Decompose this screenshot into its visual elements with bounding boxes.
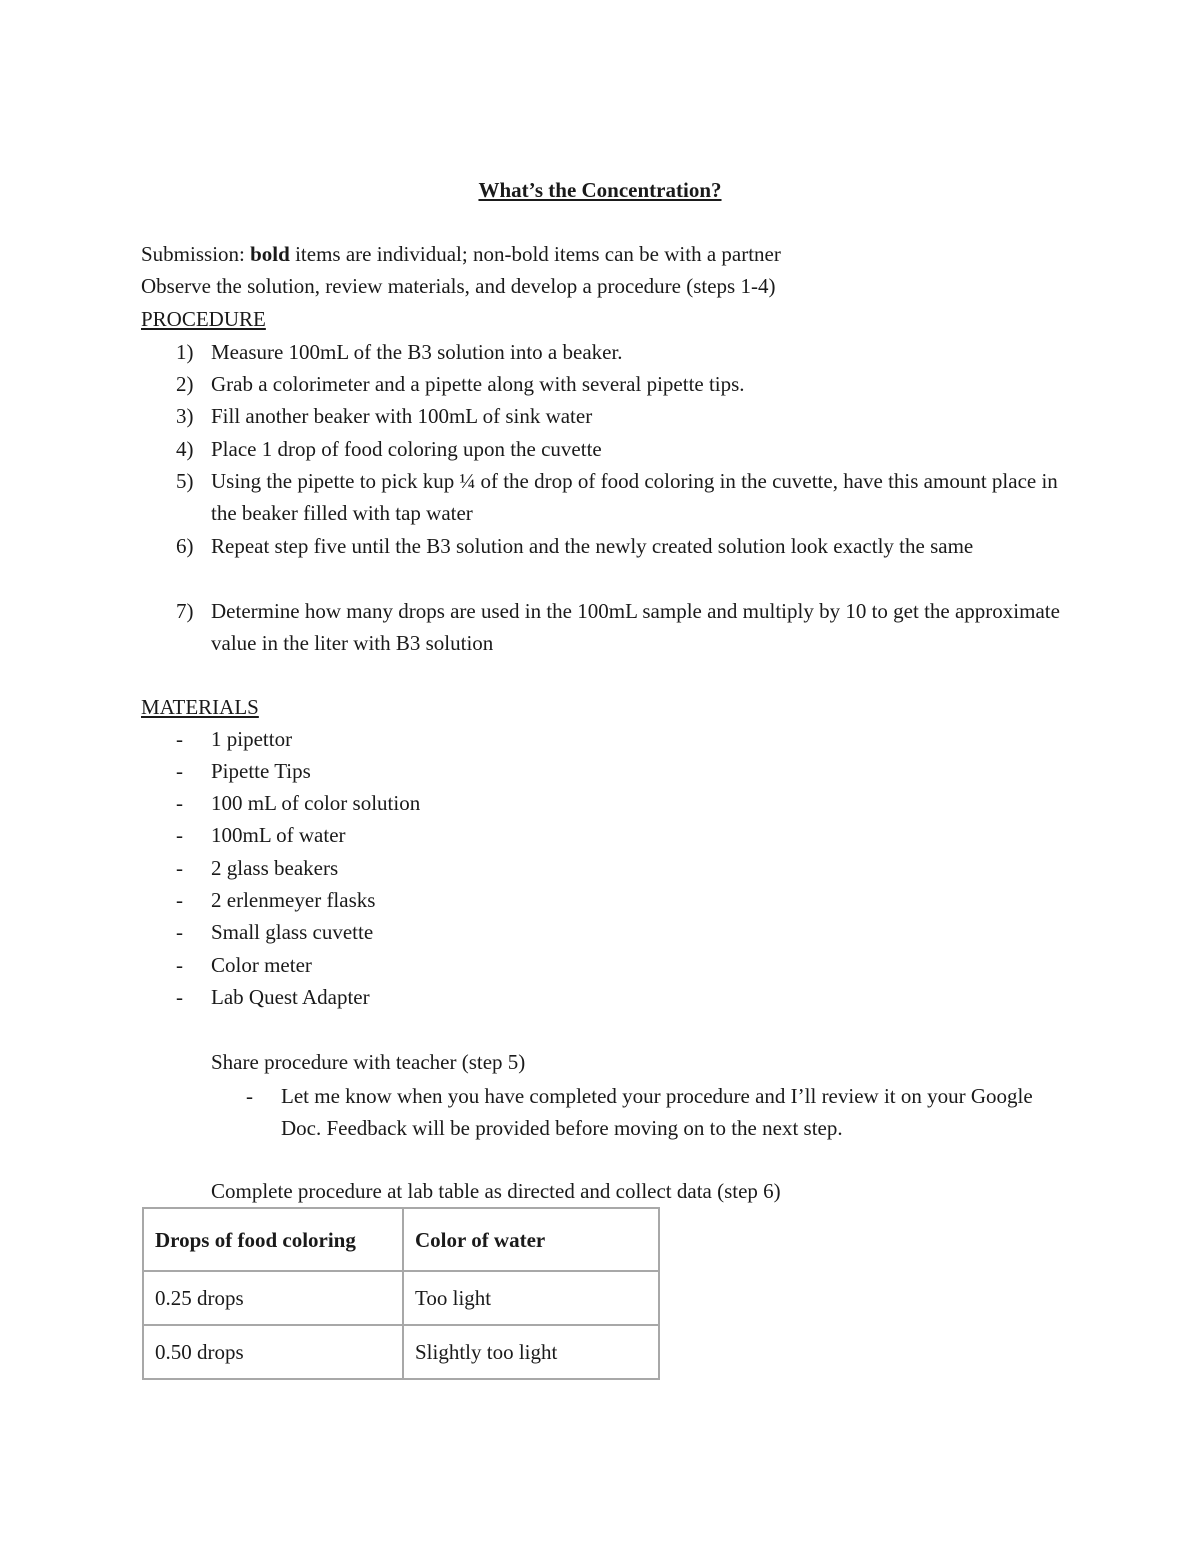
material-item <box>141 854 338 882</box>
bullet-dash: - <box>176 823 183 847</box>
material-item <box>141 918 373 946</box>
material-text: 100mL of water <box>211 823 346 847</box>
step-number: 2) <box>176 372 194 396</box>
table-row <box>143 1271 659 1325</box>
step-text: Fill another beaker with 100mL of sink water <box>211 404 593 428</box>
procedure-step <box>141 336 1061 368</box>
bullet-dash: - <box>176 856 183 880</box>
material-text: 2 erlenmeyer flasks <box>211 888 376 912</box>
bullet-dash: - <box>176 888 183 912</box>
table-header-row <box>143 1208 659 1271</box>
submission-bold-word: bold <box>250 242 290 266</box>
material-text: Pipette Tips <box>211 759 311 783</box>
material-text: Color meter <box>211 953 312 977</box>
material-text: 1 pipettor <box>211 727 293 751</box>
material-item <box>141 725 292 753</box>
step-number: 7) <box>176 599 194 623</box>
procedure-heading: PROCEDURE <box>141 307 266 331</box>
step-text: Using the pipette to pick kup ¼ of the drop of food coloring in the cuvette, have this amount place in the beaker filled with tap water <box>211 469 1058 526</box>
bullet-dash: - <box>176 985 183 1009</box>
step-text: Place 1 drop of food coloring upon the cuvette <box>211 437 602 461</box>
material-item <box>141 886 375 914</box>
table-header-cell: Drops of food coloring <box>143 1208 403 1271</box>
table-header-cell: Color of water <box>403 1208 659 1271</box>
step-text: Measure 100mL of the B3 solution into a beaker. <box>211 340 623 364</box>
material-text: Lab Quest Adapter <box>211 985 370 1009</box>
material-item <box>141 951 312 979</box>
step-text: Determine how many drops are used in the 100mL sample and multiply by 10 to get the approximate value in the liter with B3 solution <box>211 599 1060 656</box>
bullet-dash: - <box>246 1084 253 1108</box>
bullet-dash: - <box>176 953 183 977</box>
step-number: 4) <box>176 437 194 461</box>
procedure-step <box>141 530 1061 562</box>
bullet-dash: - <box>176 759 183 783</box>
material-text: Small glass cuvette <box>211 920 374 944</box>
table-cell: 0.50 drops <box>143 1325 403 1379</box>
table-cell: 0.25 drops <box>143 1271 403 1325</box>
submission-line <box>141 240 781 268</box>
share-heading: Share procedure with teacher (step 5) <box>211 1050 526 1074</box>
procedure-step <box>141 433 1061 465</box>
share-note-text: Let me know when you have completed your procedure and I’ll review it on your Google Doc. Feedback will be provided before moving on to the next step. <box>281 1084 1033 1141</box>
step-number: 3) <box>176 404 194 428</box>
observe-line: Observe the solution, review materials, and develop a procedure (steps 1-4) <box>141 274 776 298</box>
procedure-step <box>141 595 1061 660</box>
data-table <box>142 1207 660 1380</box>
material-item <box>141 757 311 785</box>
material-item <box>141 821 346 849</box>
submission-suffix: items are individual; non-bold items can be with a partner <box>289 242 781 266</box>
table-row <box>143 1325 659 1379</box>
share-note <box>211 1080 1071 1145</box>
step-number: 6) <box>176 534 194 558</box>
procedure-step <box>141 465 1061 530</box>
document-title: What’s the Concentration? <box>478 178 722 202</box>
bullet-dash: - <box>176 727 183 751</box>
complete-line: Complete procedure at lab table as directed and collect data (step 6) <box>211 1179 781 1203</box>
table-cell: Slightly too light <box>403 1325 659 1379</box>
materials-heading: MATERIALS <box>141 695 259 719</box>
bullet-dash: - <box>176 791 183 815</box>
step-text: Grab a colorimeter and a pipette along with several pipette tips. <box>211 372 745 396</box>
material-item <box>141 789 420 817</box>
material-item <box>141 983 370 1011</box>
table-cell: Too light <box>403 1271 659 1325</box>
step-text: Repeat step five until the B3 solution and the newly created solution look exactly the same <box>211 534 974 558</box>
bullet-dash: - <box>176 920 183 944</box>
procedure-step <box>141 400 1061 432</box>
step-number: 1) <box>176 340 194 364</box>
material-text: 100 mL of color solution <box>211 791 421 815</box>
step-number: 5) <box>176 469 194 493</box>
material-text: 2 glass beakers <box>211 856 339 880</box>
procedure-step <box>141 368 1061 400</box>
submission-prefix: Submission: <box>141 242 251 266</box>
